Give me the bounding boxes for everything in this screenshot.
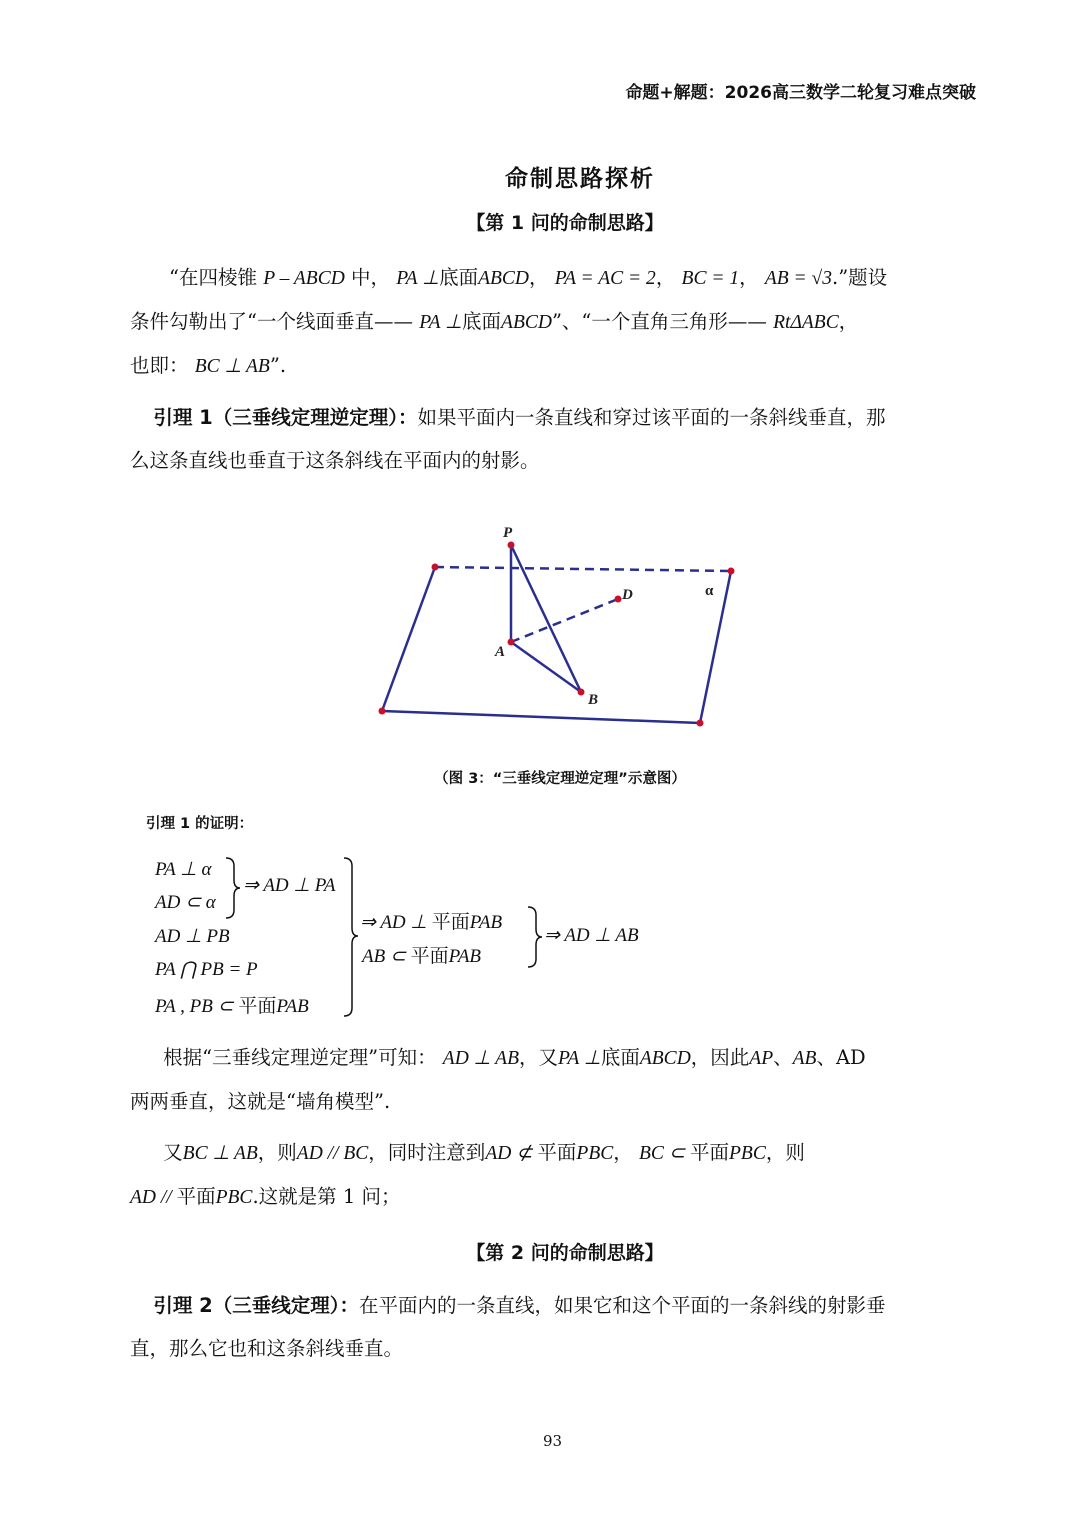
- small-brace: [222, 856, 242, 920]
- lemma-2-label: 引理 2（三垂线定理）：: [153, 1294, 359, 1317]
- label-A: A: [495, 644, 506, 660]
- right-brace: [524, 905, 544, 969]
- subsection-heading-1: 【第 1 问的命制思路】: [466, 212, 664, 234]
- label-B: B: [588, 692, 599, 708]
- paragraph-parallel: 又BC ⊥ AB，则AD // BC，同时注意到AD ⊄ 平面PBC， BC ⊂ 平面PBC，则 AD // 平面PBC.这就是第 1 问；: [130, 1141, 805, 1208]
- proof-step: ⇒ AD ⊥ PA: [243, 875, 336, 896]
- label-P: P: [503, 525, 513, 541]
- lemma-2: 引理 2（三垂线定理）：在平面内的一条直线，如果它和这个平面的一条斜线的射影垂 直，那么它也和这条斜线垂直。: [130, 1294, 886, 1360]
- proof-premise: AD ⊂ α: [155, 892, 216, 913]
- lemma-1: 引理 1（三垂线定理逆定理）：如果平面内一条直线和穿过该平面的一条斜线垂直，那 么这条直线也垂直于这条斜线在平面内的射影。: [130, 406, 886, 472]
- section-title: 命制思路探析: [505, 166, 655, 192]
- proof-conclusion: ⇒ AD ⊥ AB: [544, 925, 639, 946]
- intro-paragraph: “在四棱锥 P – ABCD 中， PA ⊥底面ABCD， PA = AC = 2， BC = 1， AB = √3.”题设 条件勾勒出了“一个线面垂直—— PA ⊥底面ABCD”、“一个直角三角形—— RtΔABC， 也即： BC ⊥ AB”.: [130, 266, 888, 377]
- lemma-1-label: 引理 1（三垂线定理逆定理）：: [153, 406, 418, 429]
- proof-label: 引理 1 的证明：: [146, 816, 254, 832]
- proof-step: AB ⊂ 平面PAB: [362, 945, 482, 967]
- proof-premise: PA , PB ⊂ 平面PAB: [155, 995, 309, 1017]
- proof-step: ⇒ AD ⊥ 平面PAB: [360, 911, 503, 933]
- page-number: 93: [542, 1432, 563, 1450]
- figure-caption: （图 3：“三垂线定理逆定理”示意图）: [434, 771, 686, 787]
- paragraph-wall-model: 根据“三垂线定理逆定理”可知： AD ⊥ AB，又PA ⊥底面ABCD，因此AP、AB、AD 两两垂直，这就是“墙角模型”.: [130, 1046, 866, 1113]
- proof-premise: PA ⊥ α: [155, 859, 212, 880]
- label-alpha: α: [705, 583, 714, 599]
- subsection-heading-2: 【第 2 问的命制思路】: [466, 1242, 664, 1264]
- proof-premise: AD ⊥ PB: [155, 926, 230, 947]
- proof-premise: PA ⋂ PB = P: [155, 959, 258, 980]
- large-brace: [340, 856, 360, 1018]
- running-header: 命题+解题：2026高三数学二轮复习难点突破: [625, 83, 976, 103]
- label-D: D: [622, 587, 633, 603]
